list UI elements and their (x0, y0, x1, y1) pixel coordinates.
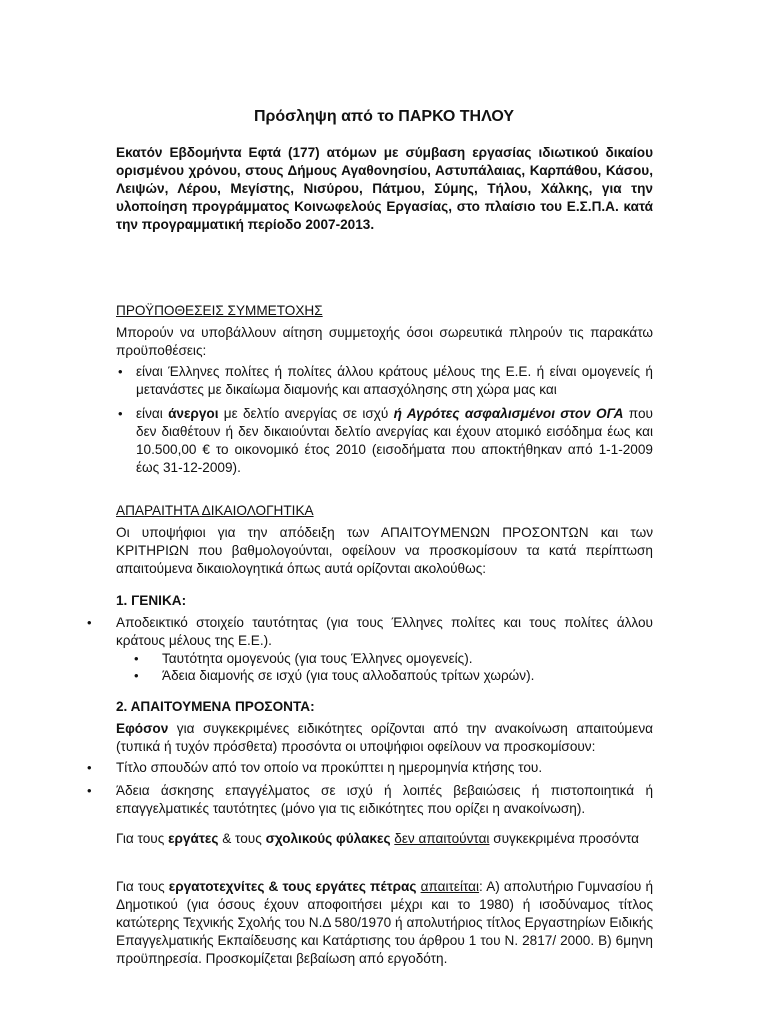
text-run: με δελτίο ανεργίας σε ισχύ (218, 406, 394, 421)
subheading-qualifications: 2. ΑΠΑΙΤΟΥΜΕΝΑ ΠΡΟΣΟΝΤΑ: (116, 699, 315, 714)
requirement-item-citizenship: είναι Έλληνες πολίτες ή πολίτες άλλου κράτους μέλους της Ε.Ε. ή είναι ομογενείς ή μετανάστες με δικαίωμα διαμονής και απασχόλησης στη χώρα μας και (136, 364, 653, 397)
text-run-underlined: δεν απαιτούνται (394, 831, 490, 846)
text-run: Για τους (116, 831, 169, 846)
bullet-icon: • (87, 615, 92, 630)
paragraph-craftsmen (116, 878, 653, 968)
section-heading-requirements: ΠΡΟΫΠΟΘΕΣΕΙΣ ΣΥΜΜΕΤΟΧΗΣ (116, 303, 323, 318)
qualifications-intro (116, 720, 653, 756)
text-run: που δεν διαθέτουν ή δεν δικαιούνται δελτίο ανεργίας και έχουν ατομικό εισόδημα έως και 10.500,00 € το οικονομικό έτος 2010 (εισοδήματα που αποκτήθηκαν από 1-1-2009 έως 31-12-2009). (136, 406, 653, 475)
paragraph-workers (116, 830, 653, 848)
text-run-bold: σχολικούς φύλακες (265, 831, 391, 846)
intro-paragraph: Εκατόν Εβδομήντα Εφτά (177) ατόμων με σύμβαση εργασίας ιδιωτικού δικαίου ορισμένου χρόνου, στους Δήμους Αγαθονησίου, Αστυπάλαιας, Καρπάθου, Κάσου, Λειψών, Λέρου, Μεγίστης, Νισύρου, Πάτμου, Σύμης, Τήλου, Χάλκης, για την υλοποίηση προγράμματος Κοινωφελούς Εργασίας, στο πλαίσιο του Ε.Σ.Π.Α. κατά την προγραμματική περίοδο 2007-2013. (116, 145, 653, 232)
requirement-item-unemployed (136, 405, 653, 477)
bullet-icon: • (118, 364, 123, 379)
bullet-icon: • (134, 668, 139, 683)
page-title: Πρόσληψη από το ΠΑΡΚΟ ΤΗΛΟΥ (253, 108, 515, 125)
text-run-bold: ή Αγρότες ασφαλισμένοι στον ΟΓΑ (393, 406, 624, 421)
qualification-item-degree: Τίτλο σπουδών από τον οποίο να προκύπτει η ημερομηνία κτήσης του. (116, 760, 543, 775)
text-run-bold: εργατοτεχνίτες & τους εργάτες πέτρας (168, 879, 417, 894)
documents-intro: Οι υποψήφιοι για την απόδειξη των ΑΠΑΙΤΟΥΜΕΝΩΝ ΠΡΟΣΟΝΤΩΝ και των ΚΡΙΤΗΡΙΩΝ που βαθμολογούνται, οφείλουν να προσκομίσουν τα κατά περίπτωση απαιτούμενα δικαιολογητικά όπως αυτά ορίζονται ακολούθως: (116, 525, 653, 576)
subheading-general: 1. ΓΕΝΙΚΑ: (116, 593, 187, 608)
bullet-icon: • (134, 651, 139, 666)
requirements-intro: Μπορούν να υποβάλλουν αίτηση συμμετοχής όσοι σωρευτικά πληρούν τις παρακάτω προϋποθέσεις: (116, 325, 653, 358)
bullet-icon: • (87, 783, 92, 798)
text-run: συγκεκριμένα προσόντα (489, 831, 640, 846)
bullet-icon: • (118, 406, 123, 421)
general-subitem-homogeneous: Ταυτότητα ομογενούς (για τους Έλληνες ομογενείς). (162, 651, 473, 666)
text-run-bold: άνεργοι (168, 406, 219, 421)
text-run-bold: εργάτες (168, 831, 219, 846)
general-subitem-residence: Άδεια διαμονής σε ισχύ (για τους αλλοδαπούς τρίτων χωρών). (162, 668, 535, 683)
text-run: είναι (136, 406, 169, 421)
text-run: : Α) απολυτήριο Γυμνασίου ή Δημοτικού (για όσους έχουν αποφοιτήσει μέχρι και το 1980) ή ισοδύναμος τίτλος κατώτερης Τεχνικής Σχολής του Ν.Δ 580/1970 ή απολυτήριος τίτλος Εργαστηρίων Ειδικής Επαγγελματικής Εκπαίδευσης και Κατάρτισης του άρθρου 1 του Ν. 2817/ 2000. Β) 6μηνη προϋπηρεσία. Προσκομίζεται βεβαίωση από εργοδότη. (116, 879, 654, 966)
text-run-bold: Εφόσον (116, 721, 169, 736)
text-run: Για τους (116, 879, 169, 894)
text-run: για συγκεκριμένες ειδικότητες ορίζονται από την ανακοίνωση απαιτούμενα (τυπικά ή τυχόν πρόσθετα) προσόντα οι υποψήφιοι οφείλουν να προσκομίσουν: (116, 721, 653, 754)
section-heading-documents: ΑΠΑΡΑΙΤΗΤΑ ΔΙΚΑΙΟΛΟΓΗΤΙΚΑ (116, 503, 314, 518)
general-item-id: Αποδεικτικό στοιχείο ταυτότητας (για τους Έλληνες πολίτες και τους πολίτες άλλου κράτους μέλους της Ε.Ε.). (116, 615, 653, 648)
bullet-icon: • (87, 760, 92, 775)
qualification-item-license: Άδεια άσκησης επαγγέλματος σε ισχύ ή λοιπές βεβαιώσεις ή πιστοποιητικά ή επαγγελματικές ταυτότητες (μόνο για τις ειδικότητες που ορίζει η ανακοίνωση). (116, 783, 653, 816)
text-run-underlined: απαιτείται (420, 879, 480, 894)
text-run: & τους (218, 831, 266, 846)
